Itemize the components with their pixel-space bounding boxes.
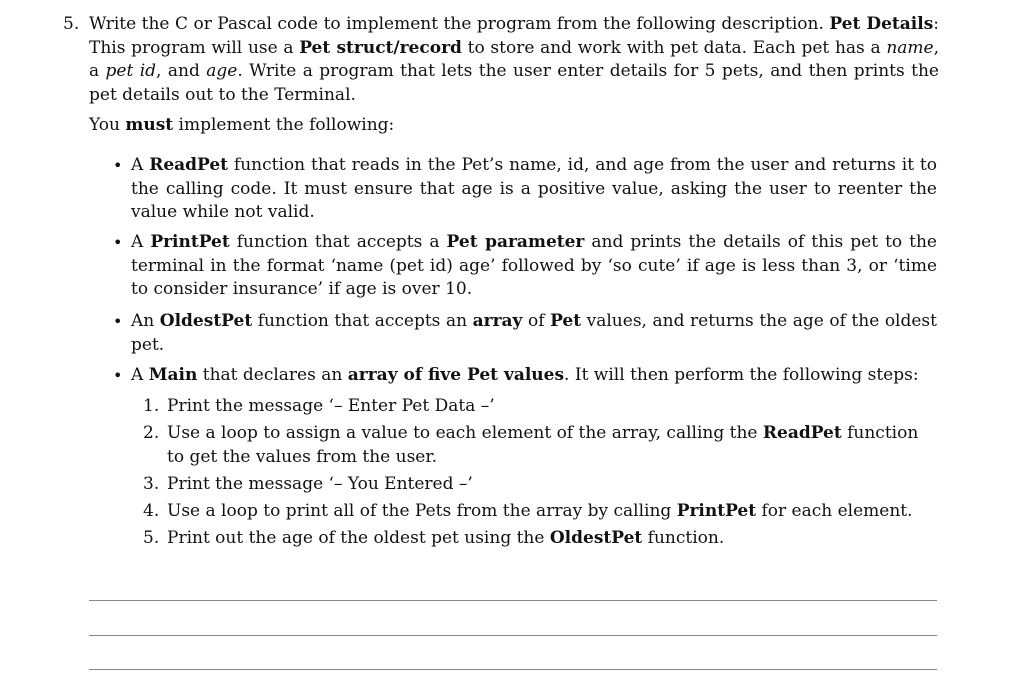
text-run: that declares an	[197, 365, 348, 385]
bold-term: array of five Pet values	[347, 365, 565, 385]
text-run: Print the message ‘– Enter Pet Data –’	[167, 396, 495, 416]
bold-term: ReadPet	[762, 423, 842, 443]
text-run: values, and returns the age of the oldest pet.	[131, 311, 937, 355]
text-run: implement the following:	[173, 115, 395, 135]
requirement-main	[131, 364, 937, 388]
text-run: Print out the age of the oldest pet using the	[167, 528, 550, 548]
text-run: Use a loop to print all of the Pets from the array by calling	[167, 501, 677, 521]
requirements-lead	[89, 114, 394, 138]
bold-term: OldestPet	[549, 528, 643, 548]
bullet-dot: •	[113, 366, 123, 385]
italic-term: name	[886, 37, 934, 58]
bullet-dot: •	[113, 156, 123, 175]
text-run: . Write a program that lets the user enter details for 5 pets, and then prints the pet details out to the Terminal.	[89, 61, 939, 105]
bold-term: must	[125, 115, 174, 135]
text-run: Print the message ‘– You Entered –’	[167, 474, 473, 494]
step-number: 2.	[143, 423, 160, 443]
text-run: to store and work with pet data. Each pet has a	[461, 37, 887, 58]
answer-line[interactable]	[89, 600, 937, 601]
bold-term: PrintPet	[676, 501, 757, 521]
step-number: 3.	[143, 474, 160, 494]
step-1	[167, 395, 937, 419]
text-run: A	[131, 155, 150, 175]
text-run: Write the C or Pascal code to implement the program from the following description.	[89, 14, 830, 34]
bold-term: PrintPet	[150, 232, 230, 252]
bold-term: Pet struct/record	[299, 37, 462, 58]
question-intro	[89, 13, 939, 107]
text-run: function that accepts an	[252, 311, 473, 331]
text-run: An	[131, 311, 160, 331]
step-number: 1.	[143, 396, 160, 416]
answer-line[interactable]	[89, 669, 937, 670]
step-5	[167, 527, 937, 551]
text-run: , and	[156, 61, 207, 81]
text-run: for each element.	[756, 501, 913, 521]
text-run: , a	[89, 37, 939, 81]
step-3	[167, 473, 937, 497]
bullet-dot: •	[113, 312, 123, 331]
text-run: : This program will use a	[89, 14, 940, 58]
text-run: You	[89, 115, 126, 135]
step-number: 4.	[143, 501, 160, 521]
bold-term: Pet parameter	[446, 232, 585, 252]
text-run: A	[131, 232, 151, 252]
bold-term: Pet	[550, 311, 582, 331]
step-2	[167, 422, 937, 469]
bold-term: OldestPet	[159, 311, 253, 331]
text-run: function that accepts a	[229, 232, 447, 252]
step-4	[167, 500, 937, 524]
text-run: Use a loop to assign a value to each element of the array, calling the	[167, 423, 763, 443]
text-run: function.	[642, 528, 725, 548]
text-run: . It will then perform the following steps:	[564, 365, 919, 385]
bold-term: ReadPet	[149, 155, 229, 175]
bold-term: Pet Details	[829, 14, 934, 34]
text-run: function that reads in the Pet’s name, id, and age from the user and returns it to the calling code. It must ensure that age is a positive value, asking the user to reenter the value while not valid.	[131, 155, 938, 222]
italic-term: pet id	[105, 61, 157, 81]
question-number: 5.	[63, 14, 80, 34]
bold-term: Main	[148, 365, 198, 385]
requirement-oldestpet	[131, 310, 937, 357]
answer-line[interactable]	[89, 635, 937, 636]
bullet-dot: •	[113, 233, 123, 252]
italic-term: age	[206, 61, 238, 81]
requirement-readpet	[131, 154, 937, 225]
text-run: of	[522, 311, 551, 331]
bold-term: array	[472, 311, 523, 331]
step-number: 5.	[143, 528, 160, 548]
text-run: function to get the values from the user.	[167, 423, 919, 467]
text-run: and prints the details of this pet to the terminal in the format ‘name (pet id) age’ followed by ‘so cute’ if age is less than 3, or ‘time to consider insurance’ if age is over 10.	[131, 232, 937, 299]
text-run: A	[131, 365, 149, 385]
requirement-printpet	[131, 231, 937, 302]
